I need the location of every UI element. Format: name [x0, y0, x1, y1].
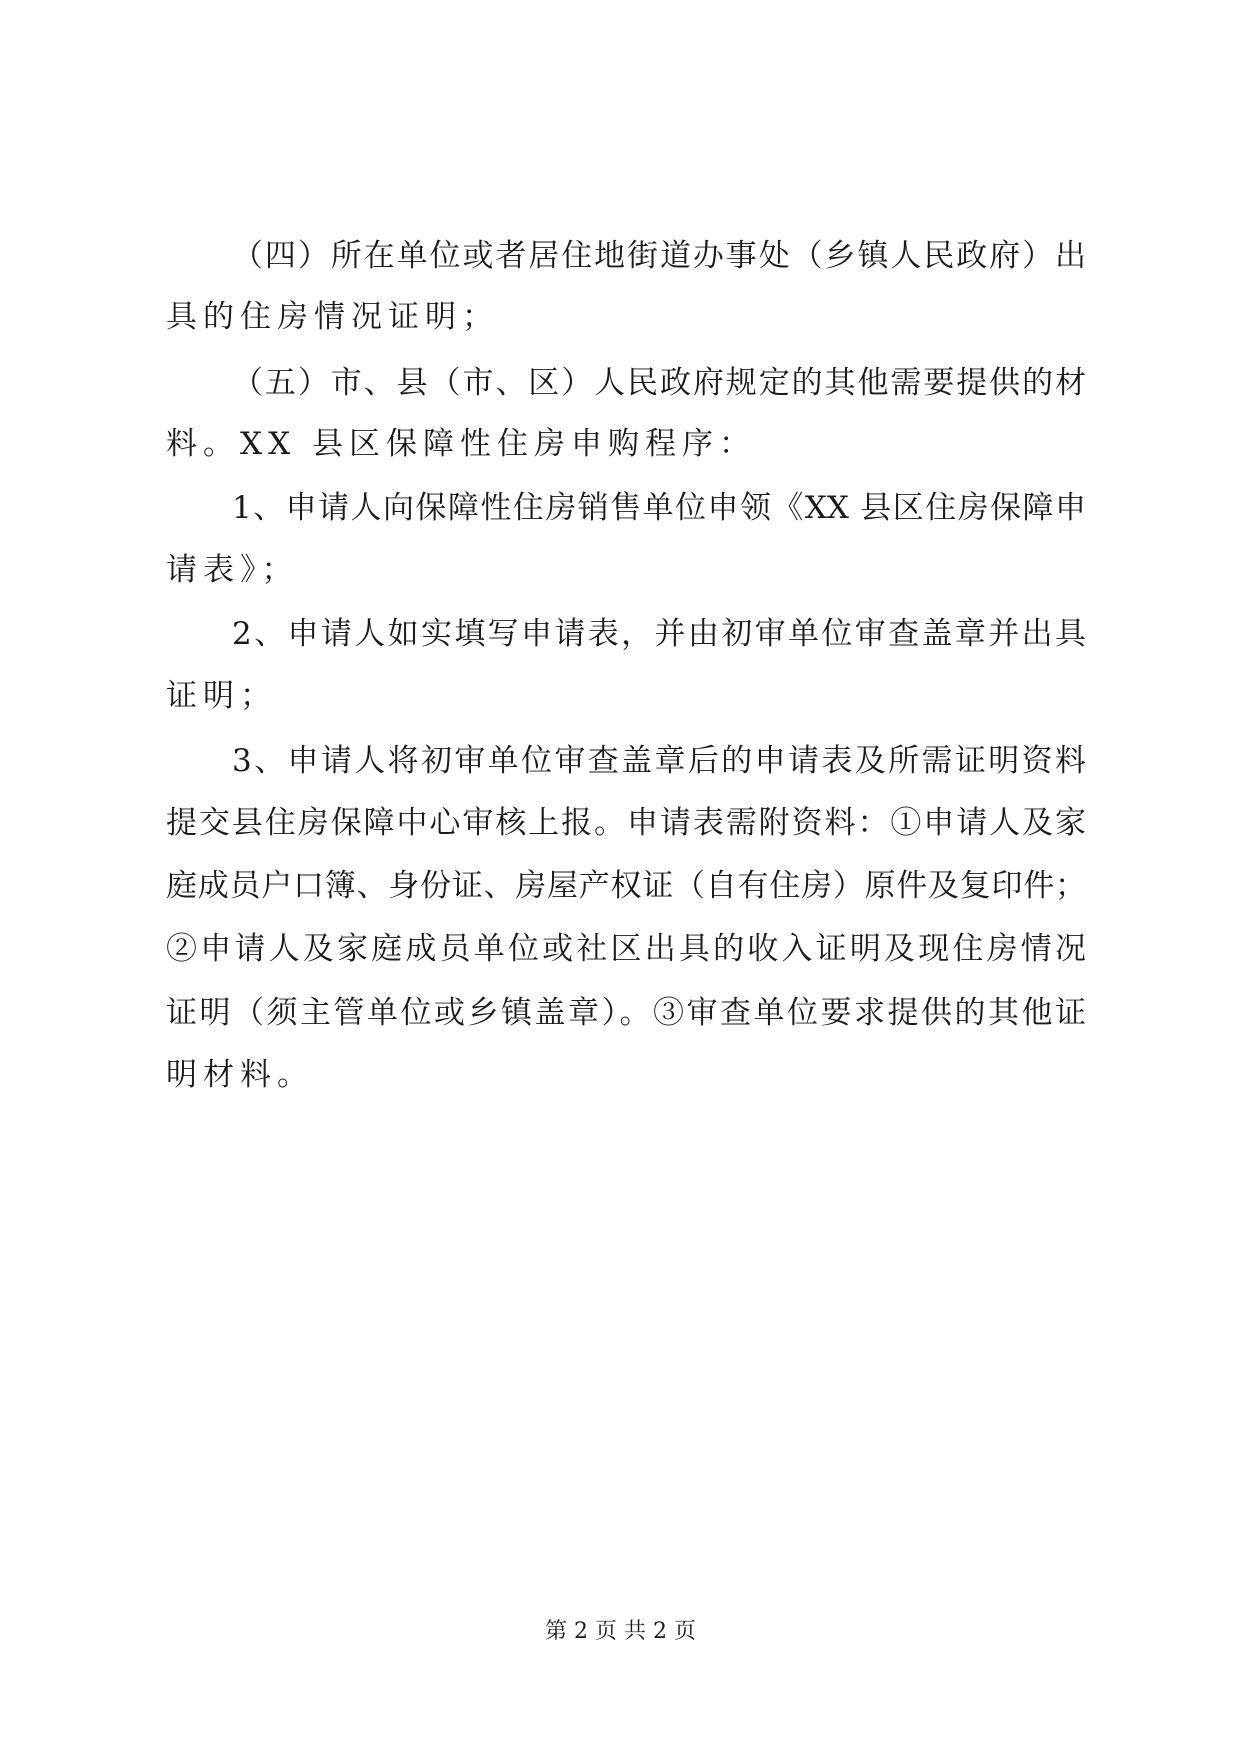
step-3-line-5: 证明（须主管单位或乡镇盖章）。③审查单位要求提供的其他证 [166, 995, 1086, 1031]
step-3-line-1: 3、申请人将初审单位审查盖章后的申请表及所需证明资料 [232, 743, 1086, 779]
paragraph-5-line-2: 料。XX 县区保障性住房申购程序： [166, 426, 756, 462]
step-3-line-2: 提交县住房保障中心审核上报。申请表需附资料：①申请人及家 [166, 805, 1086, 841]
paragraph-4-line-2: 具的住房情况证明； [166, 299, 499, 335]
page-number-footer: 第 2 页 共 2 页 [545, 1619, 696, 1644]
step-1-line-2: 请表》； [166, 552, 299, 588]
step-3-line-4: ②申请人及家庭成员单位或社区出具的收入证明及现住房情况 [166, 931, 1086, 967]
paragraph-4-line-1: （四）所在单位或者居住地街道办事处（乡镇人民政府）出 [232, 238, 1086, 274]
step-2-line-1: 2、申请人如实填写申请表，并由初审单位审查盖章并出具 [232, 616, 1086, 652]
step-3-line-6: 明材料。 [166, 1057, 314, 1093]
step-1-line-1: 1、申请人向保障性住房销售单位申领《XX 县区住房保障申 [232, 490, 1086, 526]
step-2-line-2: 证明； [166, 678, 277, 714]
paragraph-5-line-1: （五）市、县（市、区）人民政府规定的其他需要提供的材 [232, 365, 1086, 401]
step-3-line-3: 庭成员户口簿、身份证、房屋产权证（自有住房）原件及复印件； [166, 868, 1086, 904]
